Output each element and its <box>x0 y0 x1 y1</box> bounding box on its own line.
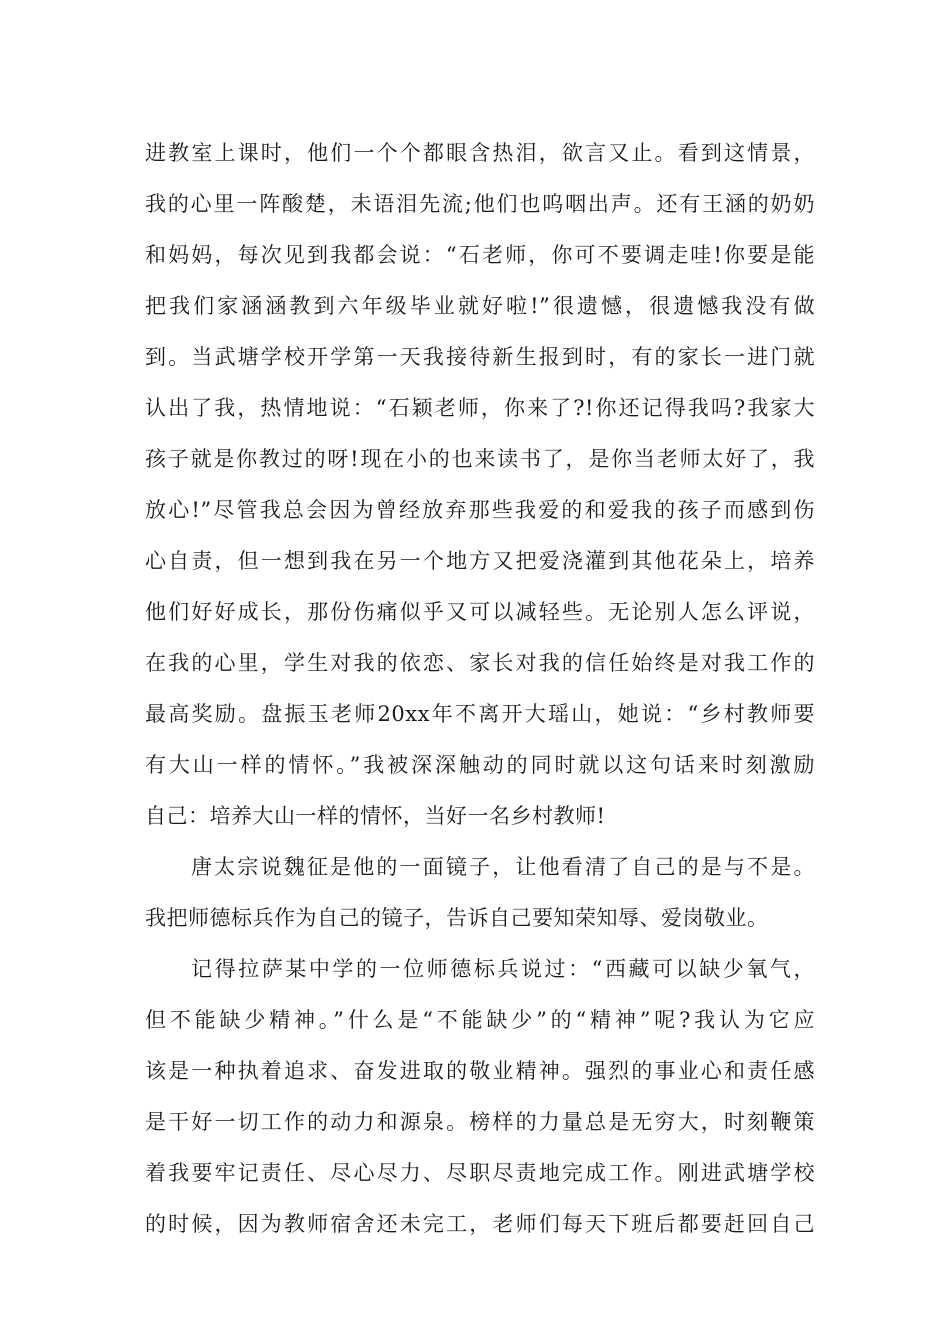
text-line: 到。当武塘学校开学第一天我接待新生报到时，有的家长一进门就 <box>145 345 815 369</box>
text-line: 孩子就是你教过的呀!现在小的也来读书了，是你当老师太好了，我 <box>145 447 815 471</box>
paragraph-first-line: 记得拉萨某中学的一位师德标兵说过：“西藏可以缺少氧气， <box>191 957 815 981</box>
text-line: 有大山一样的情怀。”我被深深触动的同时就以这句话来时刻激励 <box>145 753 815 777</box>
text-line: 最高奖励。盘振玉老师20xx年不离开大瑶山，她说：“乡村教师要 <box>145 702 815 726</box>
text-line: 我的心里一阵酸楚，未语泪先流;他们也呜咽出声。还有王涵的奶奶 <box>145 192 815 216</box>
body-text <box>145 128 815 1250</box>
text-line: 自己：培养大山一样的情怀，当好一名乡村教师! <box>145 804 606 828</box>
text-line: 把我们家涵涵教到六年级毕业就好啦!”很遗憾，很遗憾我没有做 <box>145 294 815 318</box>
text-line: 该是一种执着追求、奋发进取的敬业精神。强烈的事业心和责任感 <box>145 1059 815 1083</box>
paragraph-first-line: 唐太宗说魏征是他的一面镜子，让他看清了自己的是与不是。 <box>191 855 815 879</box>
text-line: 的时候，因为教师宿舍还未完工，老师们每天下班后都要赶回自己 <box>145 1212 815 1236</box>
text-line: 但不能缺少精神。”什么是“不能缺少”的“精神”呢?我认为它应 <box>145 1008 815 1032</box>
text-line: 在我的心里，学生对我的依恋、家长对我的信任始终是对我工作的 <box>145 651 815 675</box>
text-line: 进教室上课时，他们一个个都眼含热泪，欲言又止。看到这情景， <box>145 141 815 165</box>
text-line: 是干好一切工作的动力和源泉。榜样的力量总是无穷大，时刻鞭策 <box>145 1110 815 1134</box>
text-line: 他们好好成长，那份伤痛似乎又可以减轻些。无论别人怎么评说， <box>145 600 815 624</box>
text-line: 放心!”尽管我总会因为曾经放弃那些我爱的和爱我的孩子而感到伤 <box>145 498 815 522</box>
text-line: 我把师德标兵作为自己的镜子，告诉自己要知荣知辱、爱岗敬业。 <box>145 906 769 930</box>
text-line: 认出了我，热情地说：“石颖老师，你来了?!你还记得我吗?我家大 <box>145 396 815 420</box>
text-line: 着我要牢记责任、尽心尽力、尽职尽责地完成工作。刚进武塘学校 <box>145 1161 815 1185</box>
text-line: 心自责，但一想到我在另一个地方又把爱浇灌到其他花朵上，培养 <box>145 549 815 573</box>
text-line: 和妈妈，每次见到我都会说：“石老师，你可不要调走哇!你要是能 <box>145 243 815 267</box>
